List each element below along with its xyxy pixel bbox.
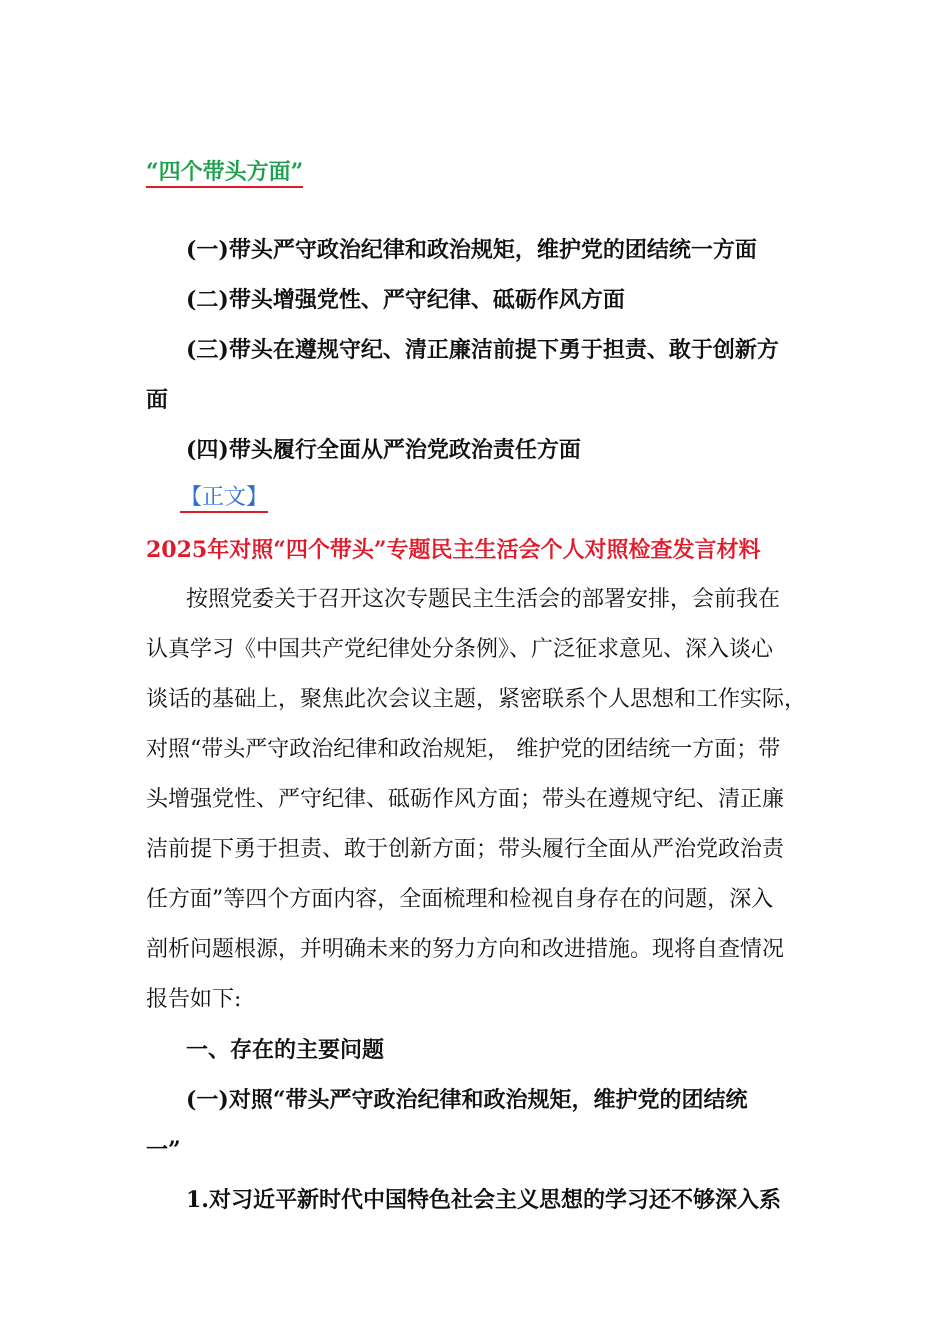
intro-line-1: 按照党委关于召开这次专题民主生活会的部署安排，会前我在 [186, 587, 781, 612]
aspect-item-3-continued: 面 [146, 387, 169, 413]
sub-heading-line-2: 一” [146, 1137, 181, 1163]
document-title: 2025年对照“四个带头”专题民主生活会个人对照检查发言材料 [146, 537, 761, 563]
aspect-item-2: (二)带头增强党性、严守纪律、砥砺作风方面 [186, 287, 625, 313]
intro-line-2: 认真学习《中国共产党纪律处分条例》、广泛征求意见、深入谈心 [146, 637, 774, 662]
point-1: 1.对习近平新时代中国特色社会主义思想的学习还不够深入系 [186, 1187, 781, 1213]
intro-line-8: 剖析问题根源，并明确未来的努力方向和改进措施。现将自查情况 [146, 937, 785, 962]
aspect-item-4: (四)带头履行全面从严治党政治责任方面 [186, 437, 581, 463]
aspect-item-3: (三)带头在遵规守纪、清正廉洁前提下勇于担责、敢于创新方 [186, 337, 779, 363]
section-heading: 一、存在的主要问题 [186, 1037, 385, 1063]
section-label [146, 158, 303, 187]
intro-line-7: 任方面”等四个方面内容，全面梳理和检视自身存在的问题，深入 [146, 887, 774, 912]
body-tag: 【正文】 [180, 485, 268, 513]
body-tag-wrapper [180, 484, 268, 512]
intro-line-4: 对照“带头严守政治纪律和政治规矩， 维护党的团结统一方面；带 [146, 737, 781, 762]
four-aspects-heading: “四个带头方面” [146, 159, 303, 188]
intro-line-9: 报告如下: [146, 987, 242, 1012]
aspect-item-1: (一)带头严守政治纪律和政治规矩，维护党的团结统一方面 [186, 237, 757, 263]
intro-line-5: 头增强党性、严守纪律、砥砺作风方面；带头在遵规守纪、清正廉 [146, 787, 785, 812]
intro-line-6: 洁前提下勇于担责、敢于创新方面；带头履行全面从严治党政治责 [146, 837, 785, 862]
intro-line-3: 谈话的基础上，聚焦此次会议主题，紧密联系个人思想和工作实际， [146, 687, 807, 712]
sub-heading-line-1: (一)对照“带头严守政治纪律和政治规矩，维护党的团结统 [186, 1087, 748, 1113]
